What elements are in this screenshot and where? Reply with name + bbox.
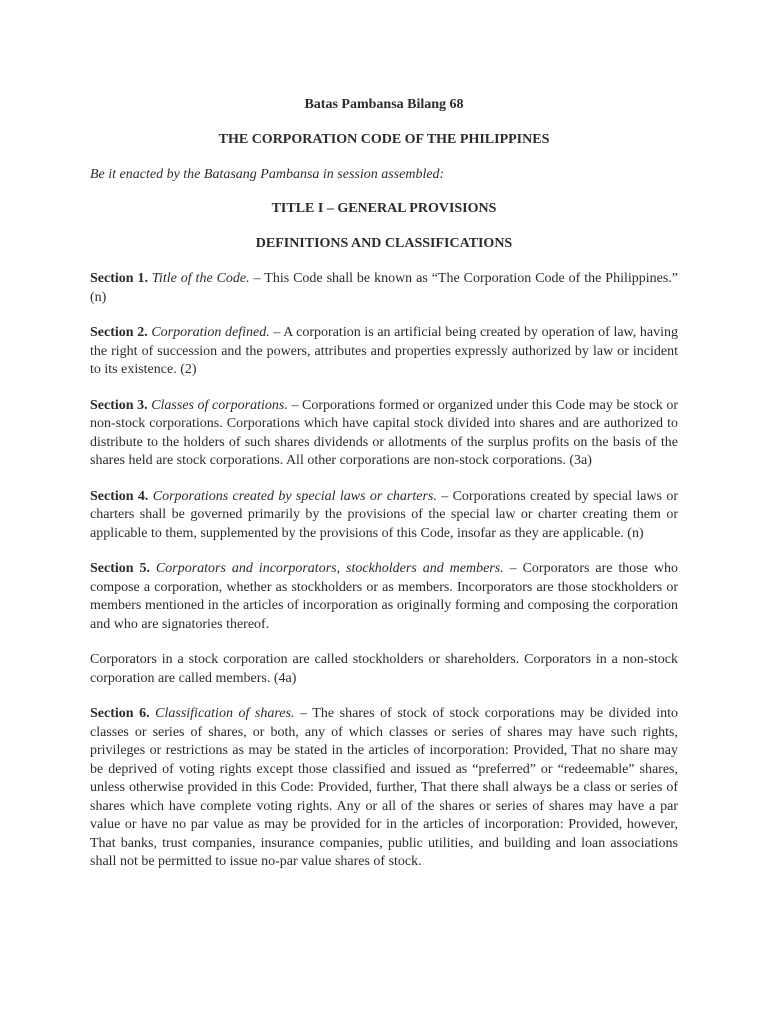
enacting-clause: Be it enacted by the Batasang Pambansa in session assembled: xyxy=(90,167,445,182)
section-text: – Corporators are those who compose a corporation, whether as stockholders or as members. Incorporators are those stockholders or members mentioned in the articles of incorporation as originally forming and composing the corporation and who are signatories thereof. xyxy=(90,561,678,632)
document-title: Batas Pambansa Bilang 68 xyxy=(304,97,464,112)
section-text: – A corporation is an artificial being created by operation of law, having the right of succession and the powers, attributes and properties expressly authorized by law or incident to its existence. (2) xyxy=(90,325,678,377)
section-text: – Corporations formed or organized under this Code may be stock or non-stock corporations. Corporations which have capital stock divided into shares and are authorized to distribute to the holders of such shares dividends or allotments of the surplus profits on the basis of the shares held are stock corporations. All other corporations are non-stock corporations. (3a) xyxy=(90,397,679,468)
section-1 xyxy=(90,270,678,307)
section-group-heading: DEFINITIONS AND CLASSIFICATIONS xyxy=(255,236,513,251)
section-caption: Corporation defined. xyxy=(151,325,270,340)
section-caption: Corporations created by special laws or charters. xyxy=(152,488,437,504)
section-caption: Classes of corporations. xyxy=(151,397,288,413)
title-heading: TITLE I – GENERAL PROVISIONS xyxy=(271,201,497,216)
section-label: Section 6. xyxy=(90,706,150,721)
section-3 xyxy=(90,397,678,471)
section-6 xyxy=(90,705,678,872)
section-caption: Corporators and incorporators, stockholders and members. xyxy=(155,561,504,576)
section-text: – The shares of stock of stock corporations may be divided into classes or series of shares, or both, any of which classes or series of shares may have such rights, privileges or restrictions as may be stated in the articles of incorporation: Provided, That no share may be deprived of voting rights except those classified and issued as “preferred” or “redeemable” shares, unless otherwise provided in this Code: Provided, further, That there shall always be a class or series of shares which have complete voting rights. Any or all of the shares or series of shares may have a par value or have no par value as may be provided for in the articles of incorporation: Provided, however, That banks, trust companies, insurance companies, public utilities, and building and loan associations shall not be permitted to issue no-par value shares of stock. xyxy=(90,706,679,869)
section-label: Section 4. xyxy=(90,488,149,504)
section-text: – Corporations created by special laws or charters shall be governed primarily by the provisions of the special law or charter creating them or applicable to them, supplemented by the provisions of this Code, insofar as they are applicable. (n) xyxy=(90,488,678,541)
section-label: Section 1. xyxy=(90,271,148,286)
section-5 xyxy=(90,560,678,634)
section-caption: Title of the Code. xyxy=(151,271,250,286)
section-4 xyxy=(90,488,678,544)
section-caption: Classification of shares. xyxy=(155,706,295,721)
section-label: Section 5. xyxy=(90,561,150,576)
section-5-continuation xyxy=(90,651,678,688)
section-text: Corporators in a stock corporation are called stockholders or shareholders. Corporators in a non-stock corporation are called members. (4a) xyxy=(90,652,678,686)
document-subtitle: THE CORPORATION CODE OF THE PHILIPPINES xyxy=(218,132,550,147)
section-label: Section 3. xyxy=(90,397,148,413)
section-2 xyxy=(90,324,678,380)
section-label: Section 2. xyxy=(90,325,148,340)
section-text: – This Code shall be known as “The Corporation Code of the Philippines.” (n) xyxy=(90,271,679,305)
